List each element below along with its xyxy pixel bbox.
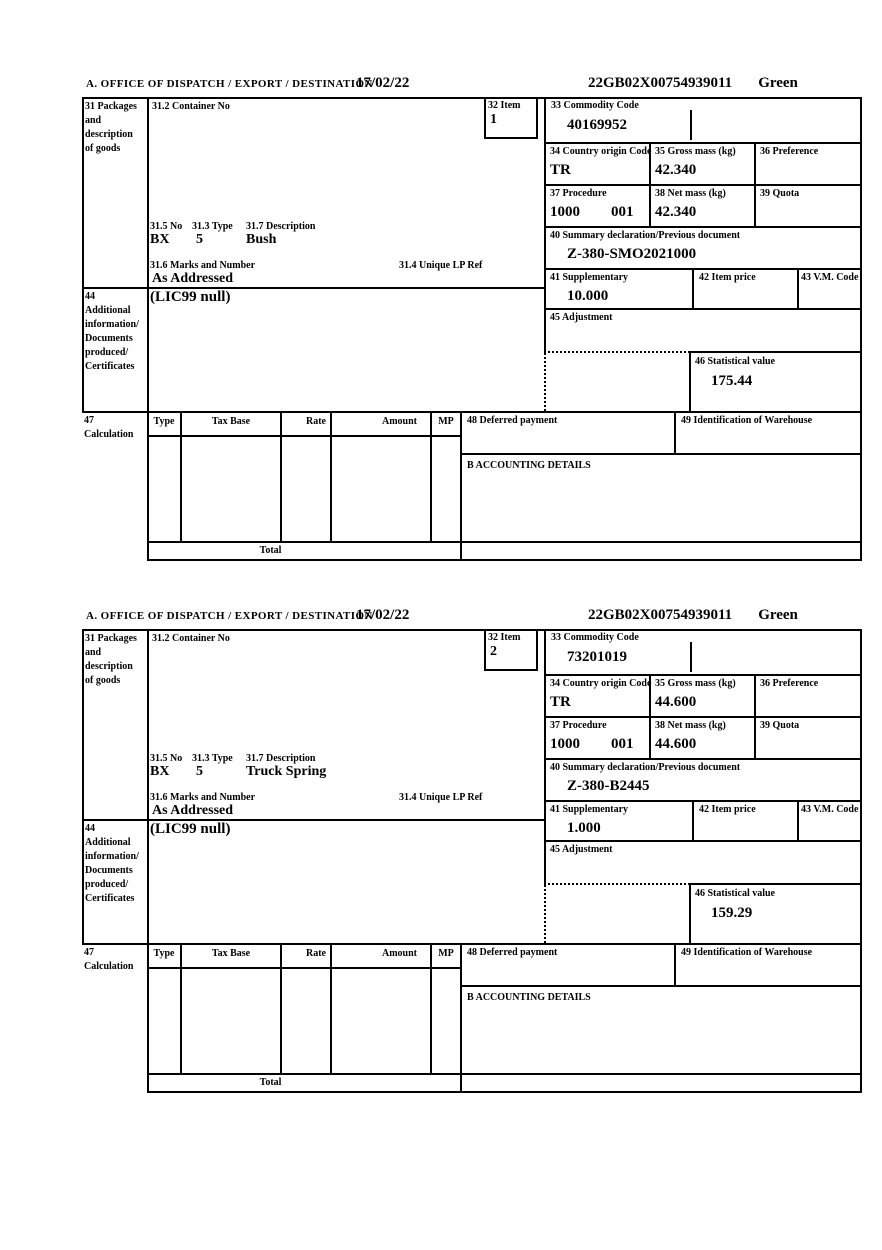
procedure-label: 37 Procedure <box>550 720 607 731</box>
lp-ref-label: 31.4 Unique LP Ref <box>399 260 483 271</box>
calculation-row-border <box>82 943 862 945</box>
left-column-divider <box>147 629 149 1093</box>
total-row-bottom-border <box>147 559 862 561</box>
dispatch-date: 17/02/22 <box>356 607 410 623</box>
preference-label: 36 Preference <box>760 146 819 157</box>
calculation-label: 47 Calculation <box>84 415 134 440</box>
form-left-border <box>82 629 84 945</box>
routing-channel: Green <box>758 607 798 623</box>
adjustment-label: 45 Adjustment <box>550 312 613 323</box>
movement-reference-number: 22GB02X00754939011 <box>588 607 733 623</box>
supplementary-row-border <box>544 308 862 310</box>
vm-code-divider <box>797 268 799 310</box>
tax-base-header: Tax Base <box>211 948 251 959</box>
net-mass-label: 38 Net mass (kg) <box>655 720 726 731</box>
declaration-reference <box>588 75 798 91</box>
form-right-border <box>860 629 862 1093</box>
package-type-value: 5 <box>196 232 203 247</box>
tax-type-header: Type <box>153 416 175 427</box>
procedure-value: 1000 <box>550 204 580 220</box>
tax-type-header: Type <box>153 948 175 959</box>
packages-label: 31 Packages and description of goods <box>85 633 137 686</box>
accounting-top-border <box>460 453 862 455</box>
additional-info-label: 44 Additional information/ Documents produced/ Certificates <box>85 291 139 372</box>
package-no-value: BX <box>150 764 170 779</box>
total-row-top-border <box>147 541 862 543</box>
procedure-suffix-value: 001 <box>611 736 634 752</box>
gross-mass-label: 35 Gross mass (kg) <box>655 146 736 157</box>
center-column-divider <box>544 97 546 353</box>
dotted-adjustment-border <box>544 351 690 353</box>
container-no-label: 31.2 Container No <box>152 633 230 644</box>
tax-base-divider <box>280 411 282 543</box>
tax-type-divider <box>180 411 182 543</box>
net-mass-value: 44.600 <box>655 736 697 752</box>
tax-mp-header: MP <box>438 948 454 959</box>
preference-label: 36 Preference <box>760 678 819 689</box>
statistical-value-label: 46 Statistical value <box>695 888 775 899</box>
accounting-details-label: B ACCOUNTING DETAILS <box>467 992 591 1003</box>
tax-rate-header: Rate <box>306 416 326 427</box>
total-label: Total <box>259 1077 282 1088</box>
origin-row-border <box>544 716 862 718</box>
quota-label: 39 Quota <box>760 720 800 731</box>
item-price-label: 42 Item price <box>699 804 756 815</box>
net-mass-value: 42.340 <box>655 204 697 220</box>
previous-document-value: Z-380-SMO2021000 <box>567 246 697 262</box>
supplementary-value: 1.000 <box>567 820 601 836</box>
preference-column-divider <box>754 142 756 228</box>
preference-column-divider <box>754 674 756 760</box>
item-label: 32 Item <box>488 632 521 643</box>
package-no-label: 31.5 No <box>150 221 183 232</box>
description-value: Bush <box>246 232 277 247</box>
marks-value: As Addressed <box>152 271 234 286</box>
total-row-bottom-border <box>147 1091 862 1093</box>
tax-header-border <box>147 967 462 969</box>
lp-ref-label: 31.4 Unique LP Ref <box>399 792 483 803</box>
commodity-code-label: 33 Commodity Code <box>551 632 639 643</box>
warehouse-divider <box>674 411 676 455</box>
container-no-label: 31.2 Container No <box>152 101 230 112</box>
statistical-box-top <box>689 883 862 885</box>
declaration-reference <box>588 607 798 623</box>
deferred-payment-label: 48 Deferred payment <box>467 947 558 958</box>
statistical-box-left <box>689 351 691 413</box>
center-column-divider <box>544 629 546 885</box>
statistical-box-top <box>689 351 862 353</box>
dispatch-date: 17/02/22 <box>356 75 410 91</box>
marks-label: 31.6 Marks and Number <box>150 260 256 271</box>
gross-mass-value: 42.340 <box>655 162 697 178</box>
procedure-row-border <box>544 226 862 228</box>
adjustment-label: 45 Adjustment <box>550 844 613 855</box>
supplementary-value: 10.000 <box>567 288 609 304</box>
calculation-label: 47 Calculation <box>84 947 134 972</box>
declaration-item-section <box>0 596 882 1108</box>
tax-rate-divider <box>330 943 332 1075</box>
procedure-suffix-value: 001 <box>611 204 634 220</box>
accounting-details-label: B ACCOUNTING DETAILS <box>467 460 591 471</box>
packages-label: 31 Packages and description of goods <box>85 101 137 154</box>
supplementary-row-border <box>544 840 862 842</box>
tax-rate-header: Rate <box>306 948 326 959</box>
form-top-border <box>82 629 862 631</box>
commodity-code-value: 73201019 <box>567 649 627 665</box>
package-no-label: 31.5 No <box>150 753 183 764</box>
item-price-divider <box>692 268 694 310</box>
additional-info-value: (LIC99 null) <box>150 821 231 837</box>
vm-code-label: 43 V.M. Code <box>801 272 859 283</box>
procedure-value: 1000 <box>550 736 580 752</box>
form-left-border <box>82 97 84 413</box>
item-number-value: 2 <box>490 644 497 659</box>
left-column-divider <box>147 97 149 561</box>
supplementary-label: 41 Supplementary <box>550 804 629 815</box>
statistical-value-label: 46 Statistical value <box>695 356 775 367</box>
country-origin-value: TR <box>550 162 571 178</box>
package-type-label: 31.3 Type <box>192 753 233 764</box>
marks-label: 31.6 Marks and Number <box>150 792 256 803</box>
commodity-row-border <box>544 142 862 144</box>
total-label: Total <box>259 545 282 556</box>
dotted-vertical-divider <box>544 353 546 411</box>
gross-mass-label: 35 Gross mass (kg) <box>655 678 736 689</box>
office-of-dispatch-label: A. OFFICE OF DISPATCH / EXPORT / DESTINATION <box>86 78 373 90</box>
form-right-border <box>860 97 862 561</box>
tax-header-border <box>147 435 462 437</box>
calculation-row-border <box>82 411 862 413</box>
summary-declaration-label: 40 Summary declaration/Previous document <box>550 230 741 241</box>
net-mass-label: 38 Net mass (kg) <box>655 188 726 199</box>
tax-mp-header: MP <box>438 416 454 427</box>
form-top-border <box>82 97 862 99</box>
country-origin-label: 34 Country origin Code <box>550 146 652 157</box>
office-of-dispatch-label: A. OFFICE OF DISPATCH / EXPORT / DESTINATION <box>86 610 373 622</box>
country-origin-label: 34 Country origin Code <box>550 678 652 689</box>
supplementary-label: 41 Supplementary <box>550 272 629 283</box>
statistical-value: 159.29 <box>711 905 753 921</box>
gross-mass-value: 44.600 <box>655 694 697 710</box>
additional-info-value: (LIC99 null) <box>150 289 231 305</box>
previous-document-value: Z-380-B2445 <box>567 778 650 794</box>
tax-amount-divider <box>430 411 432 543</box>
tax-amount-header: Amount <box>381 416 417 427</box>
commodity-code-label: 33 Commodity Code <box>551 100 639 111</box>
tax-base-divider <box>280 943 282 1075</box>
summary-row-border <box>544 268 862 270</box>
summary-row-border <box>544 800 862 802</box>
warehouse-label: 49 Identification of Warehouse <box>681 415 813 426</box>
country-origin-value: TR <box>550 694 571 710</box>
item-number-value: 1 <box>490 112 497 127</box>
tax-base-header: Tax Base <box>211 416 251 427</box>
commodity-code-divider <box>690 642 692 672</box>
routing-channel: Green <box>758 75 798 91</box>
commodity-code-divider <box>690 110 692 140</box>
marks-value: As Addressed <box>152 803 234 818</box>
total-row-top-border <box>147 1073 862 1075</box>
tax-amount-header: Amount <box>381 948 417 959</box>
description-value: Truck Spring <box>246 764 327 779</box>
warehouse-divider <box>674 943 676 987</box>
tax-table-right-border <box>460 943 462 1093</box>
warehouse-label: 49 Identification of Warehouse <box>681 947 813 958</box>
declaration-item-section <box>0 64 882 576</box>
statistical-box-left <box>689 883 691 945</box>
quota-label: 39 Quota <box>760 188 800 199</box>
description-label: 31.7 Description <box>246 753 316 764</box>
accounting-top-border <box>460 985 862 987</box>
dotted-adjustment-border <box>544 883 690 885</box>
procedure-label: 37 Procedure <box>550 188 607 199</box>
vm-code-divider <box>797 800 799 842</box>
vm-code-label: 43 V.M. Code <box>801 804 859 815</box>
tax-table-right-border <box>460 411 462 561</box>
statistical-value: 175.44 <box>711 373 753 389</box>
procedure-row-border <box>544 758 862 760</box>
commodity-code-value: 40169952 <box>567 117 627 133</box>
tax-type-divider <box>180 943 182 1075</box>
package-type-label: 31.3 Type <box>192 221 233 232</box>
dotted-vertical-divider <box>544 885 546 943</box>
commodity-row-border <box>544 674 862 676</box>
item-label: 32 Item <box>488 100 521 111</box>
tax-rate-divider <box>330 411 332 543</box>
description-label: 31.7 Description <box>246 221 316 232</box>
tax-amount-divider <box>430 943 432 1075</box>
additional-info-label: 44 Additional information/ Documents produced/ Certificates <box>85 823 139 904</box>
deferred-payment-label: 48 Deferred payment <box>467 415 558 426</box>
package-no-value: BX <box>150 232 170 247</box>
package-type-value: 5 <box>196 764 203 779</box>
item-price-divider <box>692 800 694 842</box>
movement-reference-number: 22GB02X00754939011 <box>588 75 733 91</box>
item-price-label: 42 Item price <box>699 272 756 283</box>
origin-row-border <box>544 184 862 186</box>
summary-declaration-label: 40 Summary declaration/Previous document <box>550 762 741 773</box>
